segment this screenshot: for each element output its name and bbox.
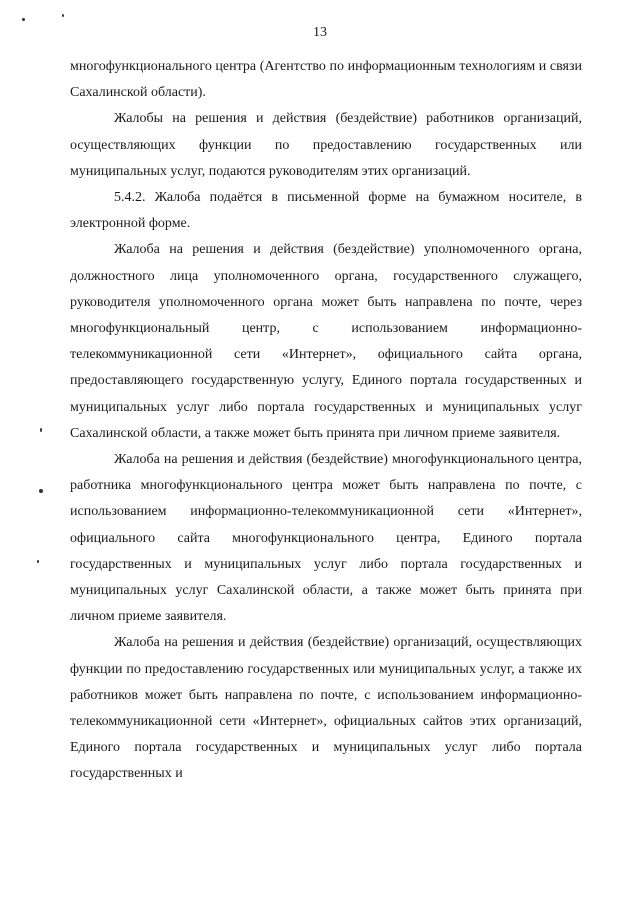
scan-speck [39,489,43,493]
paragraph: 5.4.2. Жалоба подаётся в письменной форме на бумажном носителе, в электронной форме. [70,190,582,232]
document-body [70,54,582,788]
paragraph: Жалобы на решения и действия (бездействие) работников организаций, осуществляющих функции по предоставлению государственных или муниципальных услуг, подаются руководителям этих организаций. [70,111,582,179]
scan-speck [40,428,42,432]
paragraph: Жалоба на решения и действия (бездействие) уполномоченного органа, должностного лица уполномоченного органа, государственного служащего, руководителя уполномоченного органа может быть направлена по почте, через многофункциональный центр, с использованием информационно-телекоммуникационной сети «Интернет», официального сайта органа, предоставляющего государственную услугу, Единого портала государственных и муниципальных услуг либо портала государственных и муниципальных услуг Сахалинской области, а также может быть принята при личном приеме заявителя. [70,242,582,441]
scan-speck [37,560,39,563]
paragraph: Жалоба на решения и действия (бездействие) организаций, осуществляющих функции по предоставлению государственных или муниципальных услуг, а также их работников может быть направлена по почте, с использованием информационно-телекоммуникационной сети «Интернет», официальных сайтов этих организаций, Единого портала государственных и муниципальных услуг либо портала государственных и [70,635,582,782]
paragraph-continuation: многофункционального центра (Агентство по информационным технологиям и связи Сахалинской области). [70,59,582,101]
scan-speck [62,14,64,17]
page-number: 13 [313,25,327,40]
paragraph: Жалоба на решения и действия (бездействие) многофункционального центра, работника многофункционального центра может быть направлена по почте, с использованием информационно-телекоммуникационной сети «Интернет», официального сайта многофункционального центра, Единого портала государственных и муниципальных услуг либо портала государственных и муниципальных услуг Сахалинской области, а также может быть принята при личном приеме заявителя. [70,452,582,625]
scan-speck [22,18,25,21]
